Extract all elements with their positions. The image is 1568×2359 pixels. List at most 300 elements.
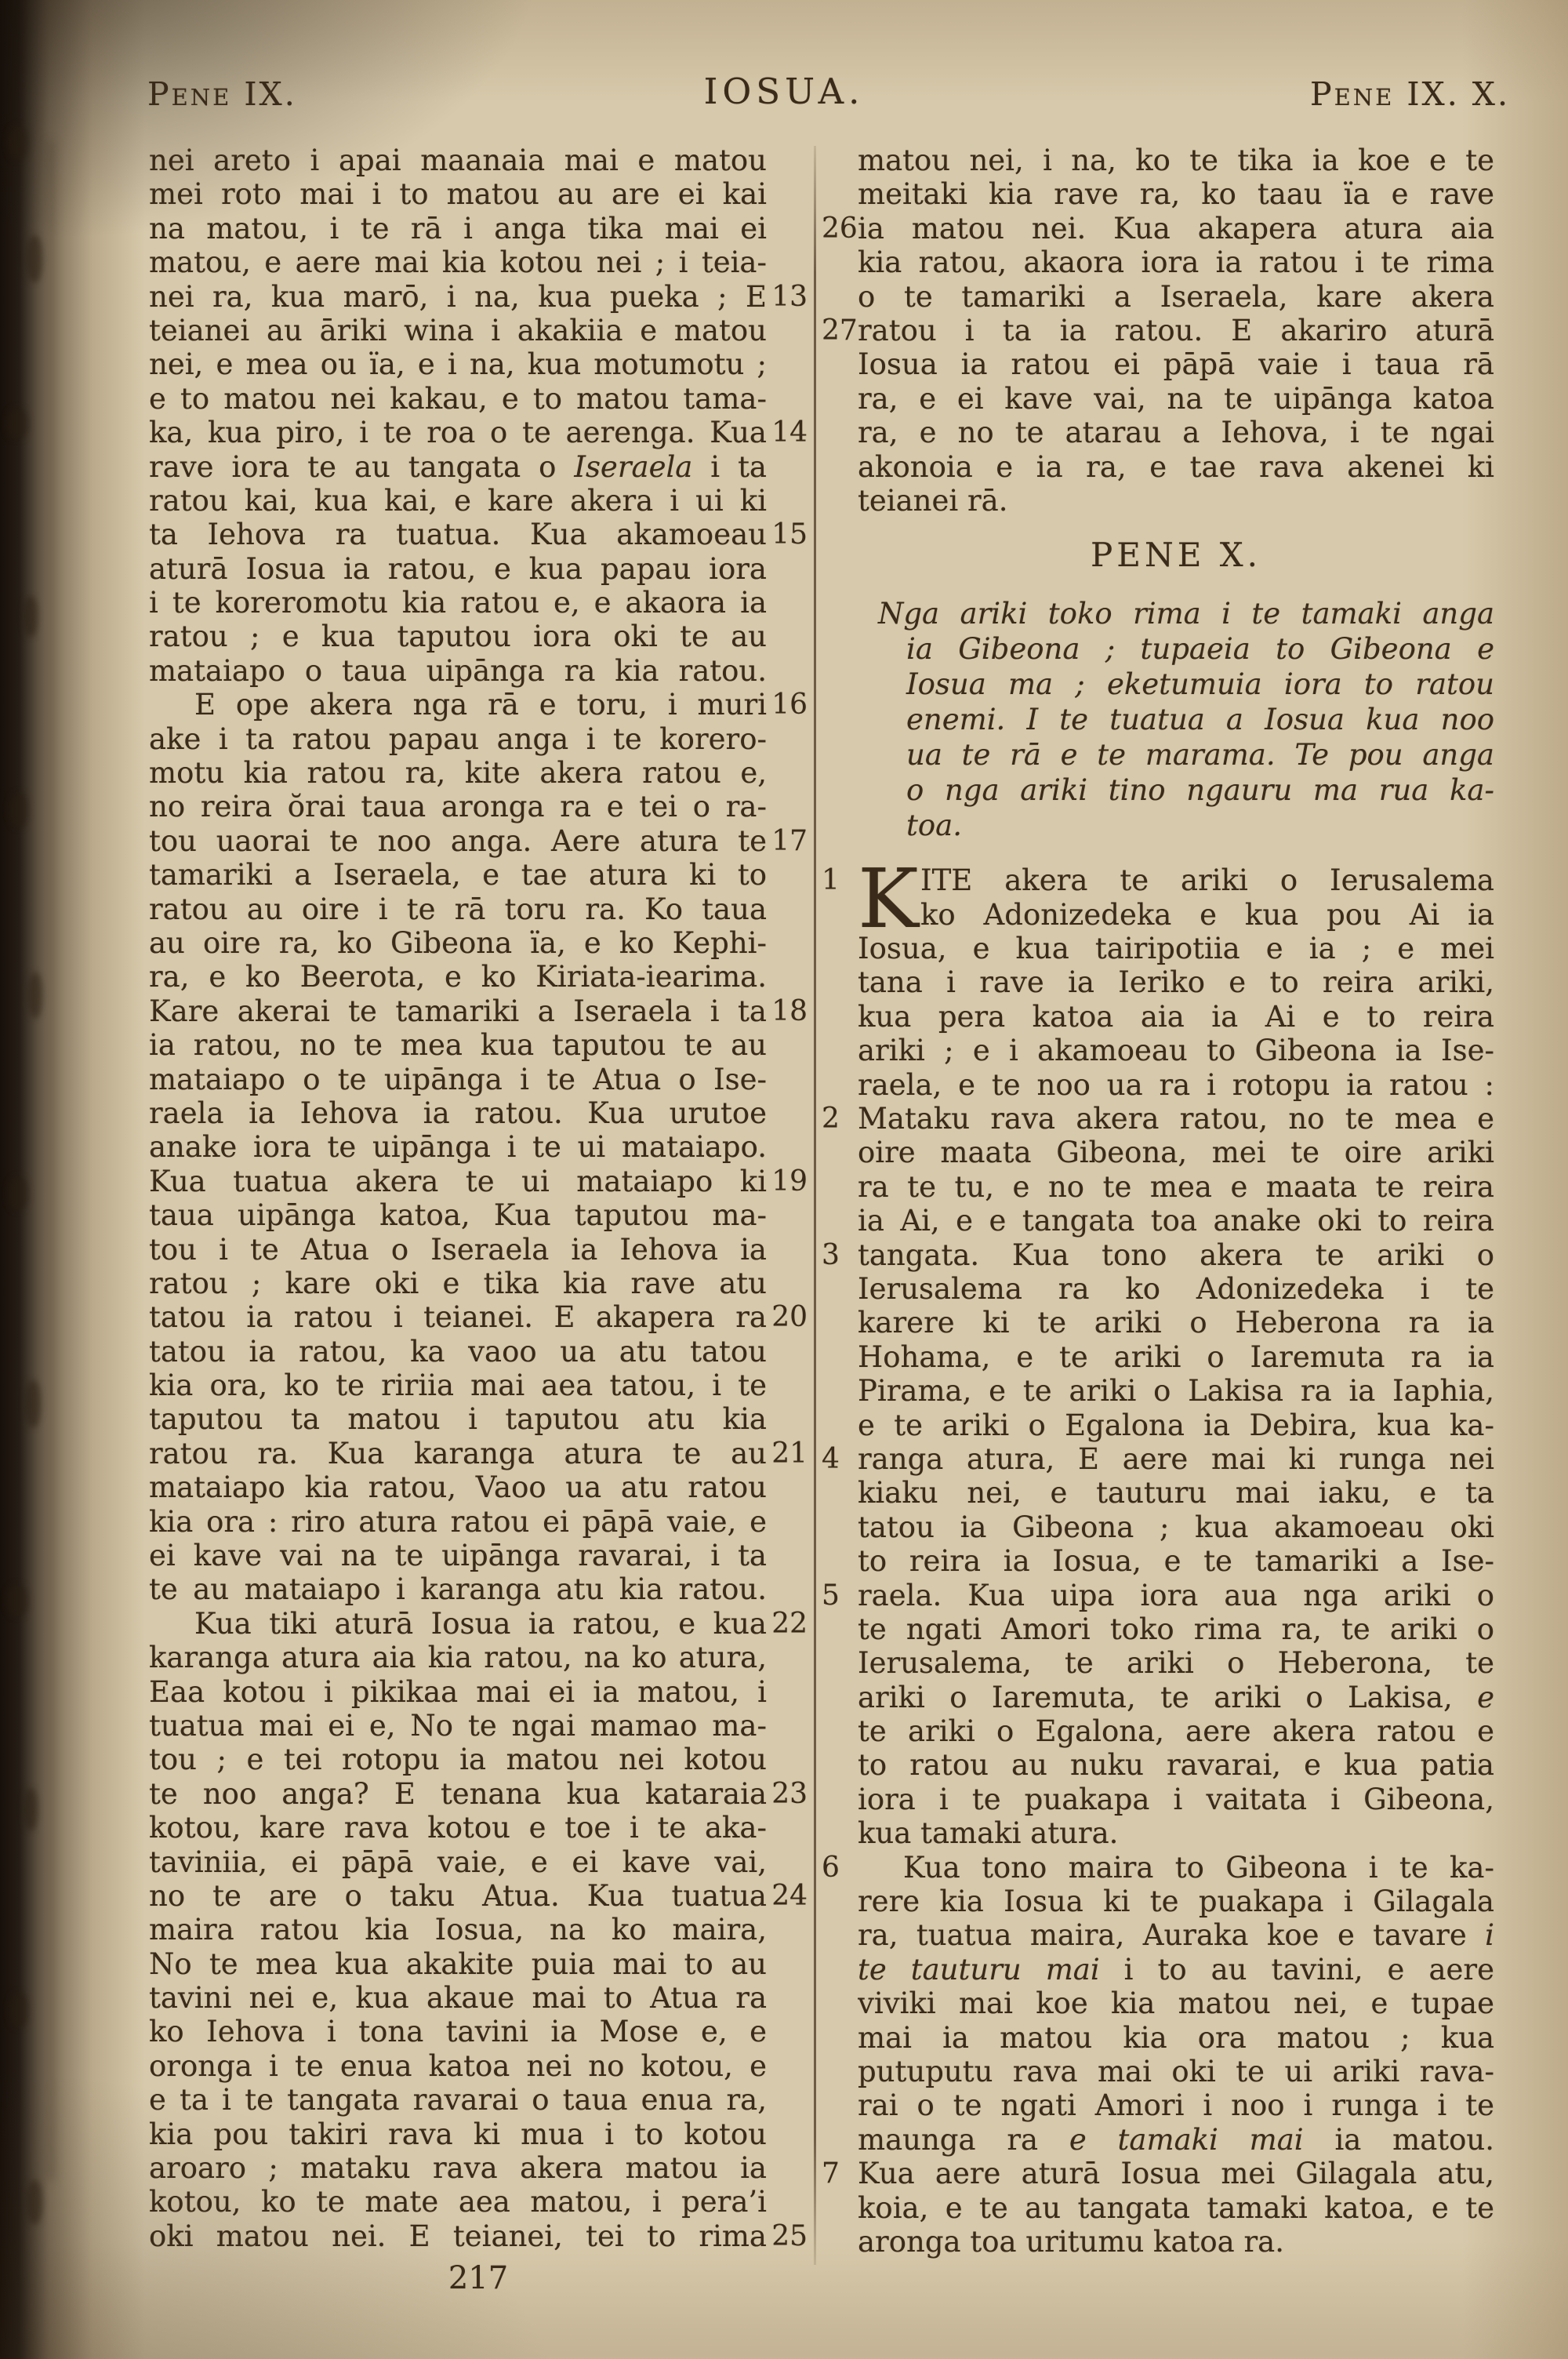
text-line [149, 2015, 808, 2048]
text-line [149, 1981, 808, 2015]
running-head-left: Pene IX. [147, 75, 297, 113]
text-line [149, 2185, 808, 2219]
line-text: kua pera katoa aia ia Ai e to reira [858, 999, 1494, 1034]
line-text: oki matou nei. E teianei, tei to rima [149, 2219, 767, 2253]
text-line [149, 144, 808, 177]
verse-number: 25 [771, 2219, 808, 2252]
text-line [149, 1267, 808, 1300]
verse-number [767, 177, 808, 211]
line-text: Iosua ma ; eketumuia iora to ratou [906, 667, 1494, 702]
verse-number [767, 382, 808, 416]
line-text: ia Gibeona ; tupaeia to Gibeona e [906, 632, 1494, 667]
text-line [822, 1816, 1494, 1850]
text-line [822, 177, 1494, 211]
line-text: E ope akera nga rā e toru, i muri [194, 688, 767, 722]
verse-number [767, 1130, 808, 1164]
text-line [149, 1165, 808, 1198]
text-line [822, 1612, 1494, 1646]
verse-number [822, 1136, 858, 1169]
text-line [822, 667, 1494, 702]
verse-number [767, 1028, 808, 1062]
line-text: e ta i te tangata ravarai o taua enua ra, [149, 2083, 767, 2117]
text-line [149, 1437, 808, 1470]
page-number: 217 [448, 2260, 509, 2296]
verse-number [767, 1709, 808, 1743]
gutter-artifact [25, 1380, 41, 1427]
line-text: viviki mai koe kia matou nei, e tupae [858, 1986, 1494, 2021]
text-line [822, 450, 1494, 484]
text-line [149, 177, 808, 211]
line-text: aronga toa uritumu katoa ra. [858, 2224, 1284, 2259]
text-line [149, 1845, 808, 1879]
line-text: oire maata Gibeona, mei te oire ariki [858, 1136, 1494, 1170]
line-text: motu kia ratou ra, kite akera ratou e, [149, 756, 767, 791]
verse-number [822, 1714, 858, 1748]
italic-text: Iseraela [574, 449, 693, 484]
verse-number [822, 631, 858, 667]
line-text: kotou, kare rava kotou e toe i te aka- [149, 1811, 767, 1845]
line-text: ratou ; kare oki e tika kia rave atu [149, 1266, 767, 1300]
text-line [822, 1783, 1494, 1816]
line-text: nei, e mea ou ïa, e i na, kua motumotu ; [149, 347, 767, 382]
text-line [822, 1544, 1494, 1578]
verse-number: 19 [771, 1165, 808, 1198]
gutter-artifact [9, 792, 28, 828]
text-line [822, 1170, 1494, 1204]
text-line [149, 960, 808, 994]
verse-number [767, 722, 808, 756]
text-line [822, 1885, 1494, 1918]
line-text: ranga atura, E aere mai ki runga nei [858, 1441, 1494, 1476]
verse-number [822, 1170, 858, 1204]
line-text: Kare akerai te tamariki a Iseraela i ta [149, 994, 767, 1028]
text-line [149, 926, 808, 960]
line-text: mei roto mai i to matou au are ei kai [149, 177, 767, 212]
line-text: tana i rave ia Ieriko e to reira ariki, [858, 965, 1494, 1000]
verse-number: 6 [822, 1851, 840, 1884]
text-line [822, 382, 1494, 416]
line-text: te noo anga? E tenana kua kataraia [149, 1776, 767, 1811]
running-head-right: Pene IX. X. [1309, 75, 1510, 113]
line-text: e to matou nei kakau, e to matou tama- [149, 381, 767, 416]
verse-number [822, 144, 858, 177]
line-text: enemi. I te tuatua a Iosua kua noo [906, 703, 1494, 737]
text-line [149, 824, 808, 858]
verse-number [767, 1198, 808, 1232]
verse-number [822, 177, 858, 211]
verse-number [822, 1986, 858, 2020]
line-text: nei areto i apai maanaia mai e matou [149, 144, 767, 177]
verse-number: 20 [771, 1301, 808, 1334]
gutter-artifact [9, 1992, 28, 2028]
text-line [149, 245, 808, 279]
line-text: ua te rā e te marama. Te pou anga [906, 738, 1494, 772]
text-line [149, 1096, 808, 1130]
verse-number [767, 2015, 808, 2048]
text-line [822, 863, 1494, 897]
text-line [822, 347, 1494, 381]
text-line [822, 1340, 1494, 1374]
line-text: o te tamariki a Iseraela, kare akera [858, 279, 1494, 314]
text-line [149, 1470, 808, 1504]
verse-number [822, 1476, 858, 1510]
verse-number [822, 808, 858, 843]
text-line [822, 1510, 1494, 1544]
line-text: taputou ta matou i taputou atu kia [149, 1402, 767, 1437]
line-text: raela, e te noo ua ra i rotopu ia ratou : [858, 1067, 1494, 1102]
line-text: te au mataiapo i karanga atu kia ratou. [149, 1572, 767, 1607]
verse-number [767, 654, 808, 688]
gutter-crease [49, 141, 53, 2180]
verse-number: 14 [771, 416, 808, 449]
text-line [149, 1063, 808, 1096]
line-text: ratou kai, kua kai, e kare akera i ui ki [149, 483, 767, 518]
verse-number [767, 144, 808, 177]
verse-number [767, 586, 808, 620]
text-line [149, 484, 808, 518]
text-line [149, 1777, 808, 1811]
line-text: Ierusalema ra ko Adonizedeka i te [858, 1271, 1494, 1306]
text-line [149, 1641, 808, 1674]
verse-number [767, 2185, 808, 2219]
verse-number [767, 2151, 808, 2185]
line-text: Nga ariki toko rima i te tamaki anga [878, 597, 1494, 631]
text-line [822, 1238, 1494, 1272]
line-text: Kua aere aturā Iosua mei Gilagala atu, [858, 2157, 1494, 2191]
verse-number [822, 1783, 858, 1816]
line-text: Iosua, e kua tairipotiia e ia ; e mei [858, 932, 1494, 966]
verse-number: 16 [771, 689, 808, 722]
line-text: ia matou nei. Kua akapera atura aia [858, 211, 1494, 245]
italic-text: te tauturu mai [858, 1952, 1100, 1986]
verse-number [822, 2123, 858, 2157]
text-line [822, 737, 1494, 772]
verse-number [767, 1369, 808, 1402]
line-text: raela ia Iehova ia ratou. Kua urutoe [149, 1096, 767, 1130]
text-line [822, 1918, 1494, 1952]
text-line [149, 1913, 808, 1946]
text-line [149, 382, 808, 416]
text-line [822, 2088, 1494, 2122]
text-line [822, 212, 1494, 245]
text-line [149, 2049, 808, 2083]
verse-number [767, 1947, 808, 1981]
verse-number [767, 2049, 808, 2083]
verse-number [822, 2088, 858, 2122]
line-text: raela. Kua uipa iora aua nga ariki o [858, 1578, 1494, 1612]
line-text: akonoia e ia ra, e tae rava akenei ki [858, 449, 1494, 484]
text-line [149, 416, 808, 449]
verse-number [767, 892, 808, 926]
line-text: ratou i ta ia ratou. E akariro aturā [858, 313, 1494, 347]
italic-text: e tamaki mai [1069, 2122, 1304, 2157]
gutter-artifact [6, 1584, 28, 1617]
verse-number [767, 1641, 808, 1674]
text-line [822, 596, 1494, 631]
text-line [149, 212, 808, 245]
text-line [822, 2225, 1494, 2259]
line-text: no te are o taku Atua. Kua tuatua [149, 1878, 767, 1913]
text-line [149, 654, 808, 688]
line-text: meitaki kia rave ra, ko taau ïa e rave [858, 177, 1494, 212]
text-line [149, 2117, 808, 2151]
text-line [822, 808, 1494, 843]
text-line [149, 1028, 808, 1062]
line-text: matou nei, i na, ko te tika ia koe e te [858, 144, 1494, 177]
line-text: maunga ra e tamaki mai ia matou. [858, 2122, 1494, 2157]
line-text: putuputu rava mai oki te ui ariki rava- [858, 2054, 1494, 2088]
verse-number: 23 [771, 1777, 808, 1810]
text-line [822, 245, 1494, 279]
text-line [149, 620, 808, 653]
line-text: maira ratou kia Iosua, na ko maira, [149, 1913, 767, 1947]
verse-number [822, 2225, 858, 2259]
text-line [149, 2083, 808, 2117]
verse-number: 7 [822, 2157, 840, 2190]
text-line [149, 722, 808, 756]
line-text: tuatua mai ei e, No te ngai mamao ma- [149, 1708, 767, 1743]
verse-number [767, 858, 808, 892]
verse-number [822, 1544, 858, 1578]
verse-number [822, 702, 858, 737]
text-line [822, 965, 1494, 999]
line-text: Eaa kotou i pikikaa mai ei ia matou, i [149, 1674, 767, 1709]
verse-number [767, 926, 808, 960]
line-text: no reira ŏrai taua aronga ra e tei o ra- [149, 790, 767, 824]
verse-number [767, 1743, 808, 1776]
line-text: Mataku rava akera ratou, no te mea e [858, 1102, 1494, 1136]
verse-number [822, 280, 858, 314]
line-text: e te ariki o Egalona ia Debira, kua ka- [858, 1408, 1494, 1442]
verse-number [822, 898, 858, 932]
line-text: anake iora te uipānga i te ui mataiapo. [149, 1130, 767, 1165]
verse-number [767, 790, 808, 823]
text-line [149, 1607, 808, 1641]
text-line [149, 450, 808, 484]
line-text: ra, e ei kave vai, na te uipānga katoa [858, 381, 1494, 416]
italic-text: e [1477, 1680, 1494, 1714]
text-line [149, 756, 808, 790]
text-line [822, 932, 1494, 965]
verse-number [822, 932, 858, 965]
text-line [149, 1369, 808, 1402]
line-text: ia ratou, no te mea kua taputou te au [149, 1028, 767, 1063]
verse-number: 27 [822, 314, 858, 347]
text-line [149, 1947, 808, 1981]
column-divider [814, 146, 816, 2265]
line-text: teianei rā. [858, 483, 1008, 518]
verse-number [822, 667, 858, 702]
line-text: tamariki a Iseraela, e tae atura ki to [149, 858, 767, 892]
verse-number [767, 756, 808, 790]
line-text: taviniia, ei pāpā vaie, e ei kave vai, [149, 1845, 767, 1879]
text-line [822, 1748, 1494, 1782]
line-text: au oire ra, ko Gibeona ïa, e ko Kephi- [149, 925, 767, 960]
line-text: koia, e te au tangata tamaki katoa, e te [858, 2190, 1494, 2225]
verse-number [822, 450, 858, 484]
verse-number [767, 960, 808, 994]
verse-number [767, 212, 808, 245]
verse-number [822, 1306, 858, 1339]
line-text: ko Adonizedeka e kua pou Ai ia [920, 897, 1494, 932]
text-line [149, 1572, 808, 1606]
line-text: ITE akera te ariki o Ierusalema [920, 863, 1494, 898]
text-line [149, 1335, 808, 1369]
verse-number [767, 1505, 808, 1539]
verse-number [767, 1267, 808, 1300]
verse-number [767, 1811, 808, 1845]
verse-number [767, 1233, 808, 1267]
text-line [149, 552, 808, 586]
line-text: to ratou au nuku ravarai, e kua patia [858, 1748, 1494, 1783]
verse-number [767, 1981, 808, 2015]
line-text: ta Iehova ra tuatua. Kua akamoeau [149, 518, 767, 552]
line-text: kotou, ko te mate aea matou, i pera’i [149, 2185, 767, 2219]
line-text: tou uaorai te noo anga. Aere atura te [149, 823, 767, 858]
line-text: te ngati Amori toko rima ra, te ariki o [858, 1612, 1494, 1646]
verse-number [822, 2055, 858, 2088]
verse-number: 22 [771, 1607, 808, 1640]
gutter-artifact [24, 1788, 38, 1830]
italic-text: i [1485, 1918, 1494, 1953]
text-line [822, 631, 1494, 667]
chapter-body [822, 851, 1494, 2259]
page-footer [149, 2260, 808, 2296]
line-text: tatou ia ratou, ka vaoo ua atu tatou [149, 1334, 767, 1369]
verse-number [822, 596, 858, 631]
text-line [822, 2123, 1494, 2157]
verse-number [767, 1913, 808, 1946]
verse-number: 4 [822, 1442, 840, 1475]
line-text: Ierusalema, te ariki o Heberona, te [858, 1646, 1494, 1681]
line-text: tatou ia ratou i teianei. E akapera ra [149, 1300, 767, 1335]
text-line [822, 2055, 1494, 2088]
line-text: tangata. Kua tono akera te ariki o [858, 1238, 1494, 1272]
text-line [822, 702, 1494, 737]
gutter-artifact [27, 235, 42, 282]
verse-number [822, 382, 858, 416]
line-text: mataiapo o te uipānga i te Atua o Ise- [149, 1062, 767, 1096]
text-line [149, 1539, 808, 1572]
text-line [822, 1102, 1494, 1136]
text-line [149, 1198, 808, 1232]
drop-cap-initial: K [858, 851, 919, 947]
right-column [822, 144, 1494, 2259]
verse-number [822, 1374, 858, 1408]
verse-number [767, 1063, 808, 1096]
line-text: tatou ia Gibeona ; kua akamoeau oki [858, 1510, 1494, 1544]
text-line [822, 1136, 1494, 1169]
text-line [149, 1300, 808, 1334]
text-line [822, 1068, 1494, 1102]
verse-number: 2 [822, 1103, 840, 1136]
line-text: nei ra, kua marō, i na, kua pueka ; E [149, 279, 767, 314]
verse-number [822, 1204, 858, 1238]
text-line [149, 280, 808, 314]
line-text: karanga atura aia kia ratou, na ko atura, [149, 1641, 767, 1675]
text-line [822, 1953, 1494, 1986]
line-text: Kua tono maira to Gibeona i te ka- [903, 1850, 1494, 1885]
line-text: Hohama, e te ariki o Iaremuta ra ia [858, 1339, 1494, 1374]
verse-number [822, 245, 858, 279]
verse-number [767, 314, 808, 347]
line-text: rave iora te au tangata o Iseraela i ta [149, 449, 767, 484]
text-line [149, 994, 808, 1028]
text-line [149, 1130, 808, 1164]
gutter-artifact [27, 2180, 42, 2224]
verse-number [767, 347, 808, 381]
line-text: ratou ra. Kua karanga atura te au [149, 1436, 767, 1470]
verse-number [822, 2191, 858, 2225]
text-line [822, 1000, 1494, 1034]
text-line [822, 772, 1494, 808]
verse-number [767, 1402, 808, 1436]
line-text: kua tamaki atura. [858, 1816, 1119, 1851]
line-text: ra, tuatua maira, Auraka koe e tavare i [858, 1918, 1494, 1953]
text-line [149, 858, 808, 892]
verse-number: 24 [771, 1879, 808, 1912]
verse-number [822, 737, 858, 772]
text-line [822, 314, 1494, 347]
text-line [149, 1233, 808, 1267]
text-line [149, 586, 808, 620]
text-line [822, 1714, 1494, 1748]
verse-number [822, 1000, 858, 1034]
line-text: Iosua ia ratou ei pāpā vaie i taua rā [858, 347, 1494, 382]
verse-number [767, 620, 808, 653]
line-text: Kua tuatua akera te ui mataiapo ki [149, 1164, 767, 1198]
text-line [822, 1646, 1494, 1680]
text-line [149, 688, 808, 722]
text-line [822, 1272, 1494, 1306]
text-line [149, 1743, 808, 1776]
verse-number [767, 552, 808, 586]
verse-number [767, 1096, 808, 1130]
text-line [822, 144, 1494, 177]
chapter-heading: PENE X. [1091, 536, 1261, 575]
text-line [822, 280, 1494, 314]
text-line [149, 314, 808, 347]
line-text: ia Ai, e e tangata toa anake oki to reira [858, 1204, 1494, 1238]
line-text: ra, e no te atarau a Iehova, i te ngai [858, 416, 1494, 450]
verse-number [822, 1510, 858, 1544]
gutter-artifact [6, 408, 28, 439]
line-text: i te koreromotu kia ratou e, e akaora ia [149, 586, 767, 620]
line-text: ratou ; e kua taputou iora oki te au [149, 620, 767, 654]
verse-number [822, 347, 858, 381]
line-text: kia pou takiri rava ki mua i to kotou [149, 2117, 767, 2151]
line-text: kiaku nei, e tauturu mai iaku, e ta [858, 1476, 1494, 1510]
line-text: toa. [906, 809, 962, 843]
line-text: mataiapo kia ratou, Vaoo ua atu ratou [149, 1470, 767, 1505]
verse-number [767, 484, 808, 518]
verse-number: 13 [771, 280, 808, 313]
text-line [822, 2191, 1494, 2225]
verse-number: 18 [771, 994, 808, 1027]
text-line [149, 892, 808, 926]
verse-number [767, 1335, 808, 1369]
text-line [149, 1709, 808, 1743]
line-text: to reira ia Iosua, e te tamariki a Ise- [858, 1544, 1494, 1579]
line-text: ei kave vai na te uipānga ravarai, i ta [149, 1539, 767, 1573]
verse-number: 15 [771, 518, 808, 551]
text-line [822, 1442, 1494, 1476]
verse-number [767, 1675, 808, 1709]
verse-number [822, 1953, 858, 1986]
line-text: taua uipānga katoa, Kua taputou ma- [149, 1198, 767, 1233]
line-text: tavini nei e, kua akaue mai to Atua ra [149, 1981, 767, 2016]
gutter-artifact [8, 125, 28, 160]
